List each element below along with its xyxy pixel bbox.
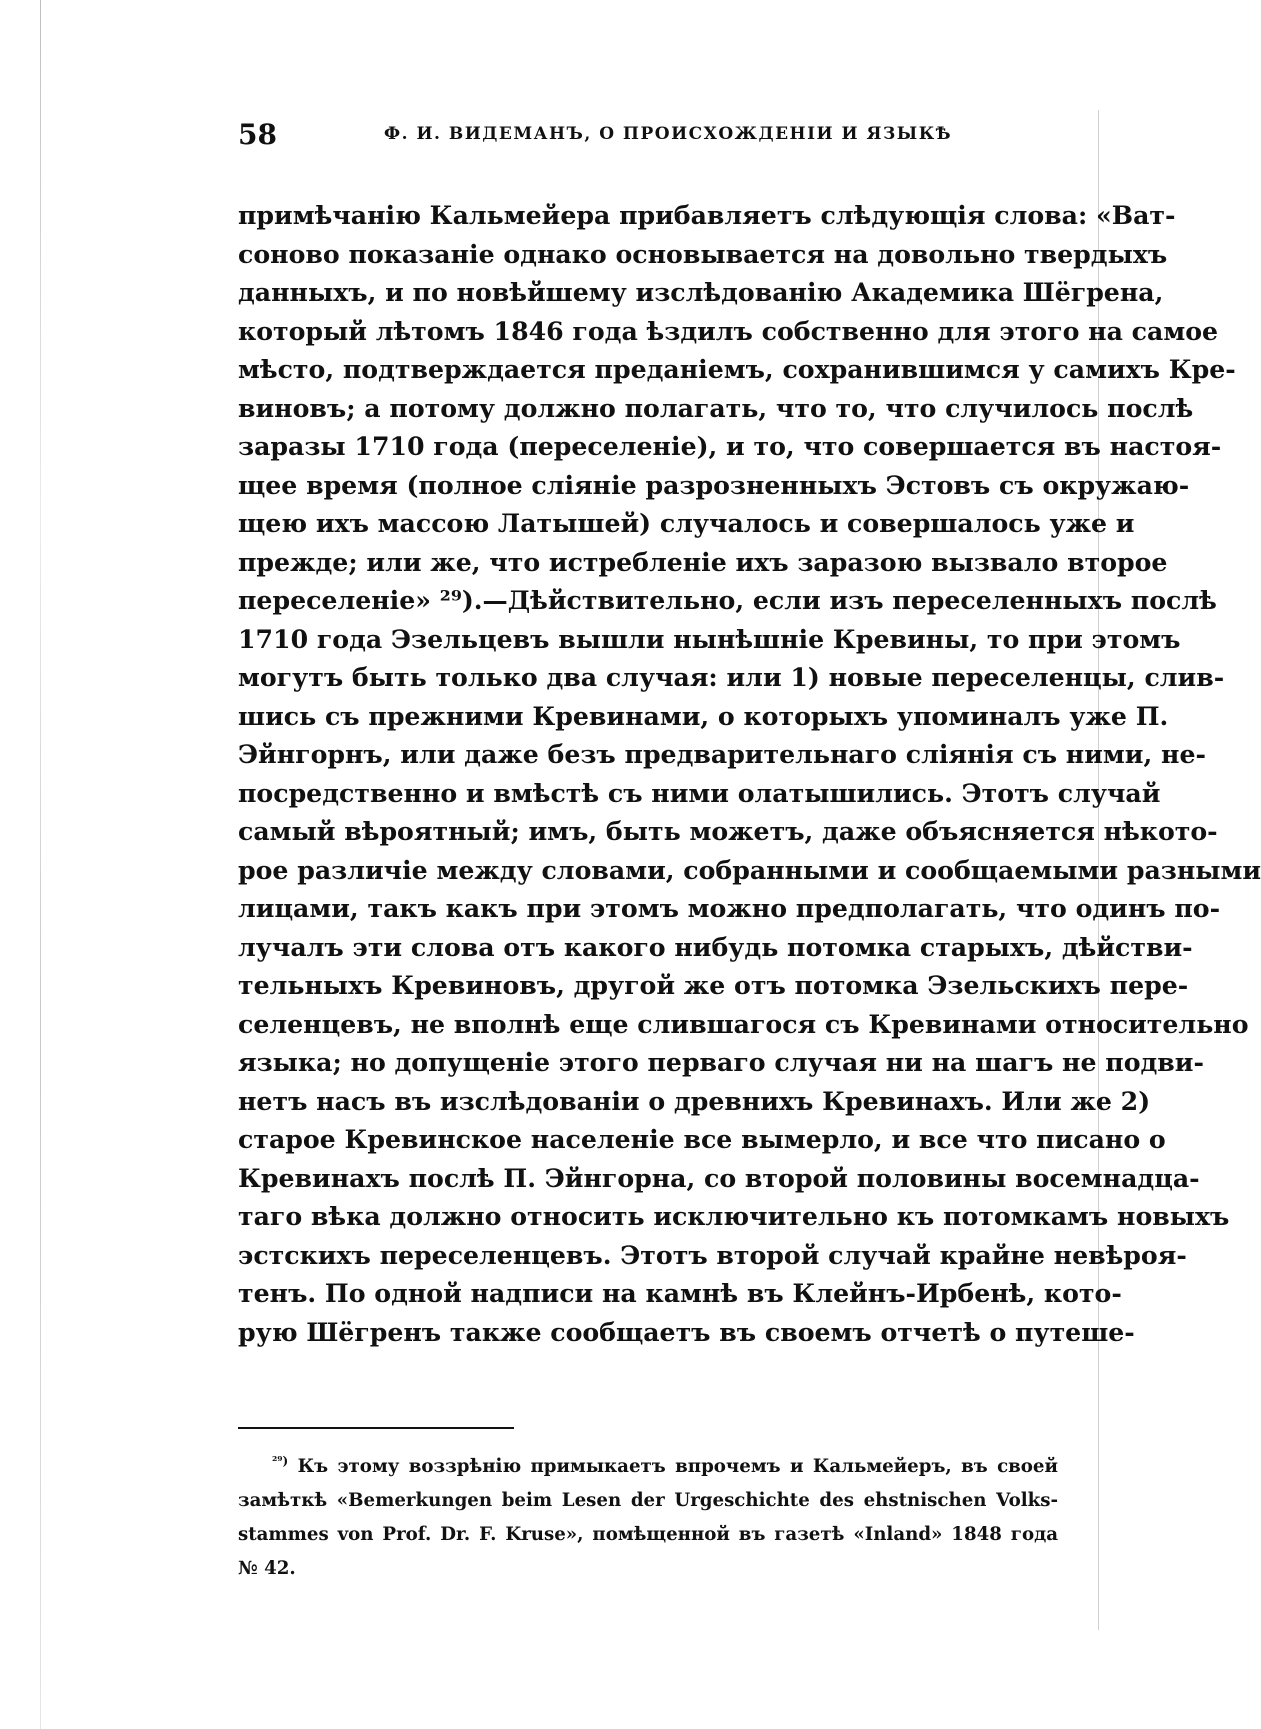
text-line: щее время (полное сліяніе разрозненныхъ Эстовъ съ окружаю- <box>238 469 1190 500</box>
text-line: мѣсто, подтверждается преданіемъ, сохранившимся у самихъ Кре- <box>238 354 1236 384</box>
text-line: старое Кревинское населеніе все вымерло, и все что писано о <box>238 1124 1166 1154</box>
text-line: тельныхъ Кревиновъ, другой же отъ потомка Эзельскихъ пере- <box>238 970 1189 1000</box>
text-line: селенцевъ, не вполнѣ еще слившагося съ Кревинами относительно <box>238 1008 1249 1039</box>
text-line: который лѣтомъ 1846 года ѣздилъ собственно для этого на самое <box>238 315 1219 346</box>
text-line: эстскихъ переселенцевъ. Этотъ второй случай крайне невѣроя- <box>238 1239 1187 1270</box>
text-line: языка; но допущеніе этого перваго случая ни на шагъ не подви- <box>238 1047 1204 1077</box>
text-line: тенъ. По одной надписи на камнѣ въ Клейнъ-Ирбенѣ, кото- <box>238 1278 1122 1308</box>
text-line: заразы 1710 года (переселеніе), и то, что совершается въ настоя- <box>238 431 1222 461</box>
scan-left-edge <box>40 0 41 1729</box>
text-line: Эйнгорнъ, или даже безъ предварительнаго сліянія съ ними, не- <box>238 739 1206 769</box>
running-title: Ф. И. ВИДЕМАНЪ, О ПРОИСХОЖДЕНІИ И ЯЗЫКѢ <box>384 124 953 144</box>
text-line: 1710 года Эзельцевъ вышли нынѣшніе Кревины, то при этомъ <box>238 623 1181 654</box>
footnote-line: № 42. <box>238 1558 296 1579</box>
text-line: виновъ; а потому должно полагать, что то, что случилось послѣ <box>238 392 1194 423</box>
text-line: щею ихъ массою Латышей) случалось и совершалось уже и <box>238 508 1135 538</box>
text-line: посредственно и вмѣстѣ съ ними олатышились. Этотъ случай <box>238 777 1161 808</box>
footnote-line-first <box>238 1450 1058 1484</box>
text-line: рое различіе между словами, собранными и сообщаемыми разными <box>238 854 1261 885</box>
page-number: 58 <box>238 118 277 151</box>
page-header <box>238 118 1058 158</box>
text-line: шись съ прежними Кревинами, о которыхъ упоминалъ уже П. <box>238 700 1169 731</box>
text-line: лицами, такъ какъ при этомъ можно предполагать, что одинъ по- <box>238 893 1221 923</box>
text-line: Кревинахъ послѣ П. Эйнгорна, со второй половины восемнадца- <box>238 1162 1200 1193</box>
footnote-text: Къ этому воззрѣнію примыкаетъ впрочемъ и Кальмейеръ, въ своей <box>297 1456 1058 1477</box>
footnote-marker: ²⁹) <box>272 1453 289 1468</box>
footnote-line: замѣткѣ «Bemerkungen beim Lesen der Urgeschichte des ehstnischen Volks- <box>238 1490 1058 1511</box>
text-line: прежде; или же, что истребленіе ихъ заразою вызвало второе <box>238 546 1168 577</box>
text-line: рую Шёгренъ также сообщаетъ въ своемъ отчетѣ о путеше- <box>238 1316 1135 1347</box>
text-line: самый вѣроятный; имъ, быть можетъ, даже объясняется нѣкото- <box>238 816 1218 846</box>
footnote <box>238 1450 1058 1586</box>
text-line: переселеніе» ²⁹).—Дѣйствительно, если изъ переселенныхъ послѣ <box>238 585 1217 615</box>
text-line: лучалъ эти слова отъ какого нибудь потомка старыхъ, дѣйстви- <box>238 931 1193 962</box>
text-line: таго вѣка должно относить исключительно къ потомкамъ новыхъ <box>238 1201 1230 1231</box>
footnote-line: stammes von Prof. Dr. F. Kruse», помѣщенной въ газетѣ «Inland» 1848 года <box>238 1524 1058 1545</box>
text-line: данныхъ, и по новѣйшему изслѣдованію Академика Шёгрена, <box>238 277 1164 307</box>
text-line: могутъ быть только два случая: или 1) новые переселенцы, слив- <box>238 662 1225 692</box>
main-text <box>238 196 1261 1351</box>
text-line: нетъ насъ въ изслѣдованіи о древнихъ Кревинахъ. Или же 2) <box>238 1085 1151 1116</box>
footnote-rule <box>238 1427 514 1429</box>
text-line: примѣчанію Кальмейера прибавляетъ слѣдующія слова: «Ват- <box>238 200 1176 230</box>
text-line: соново показаніе однако основывается на довольно твердыхъ <box>238 238 1168 269</box>
